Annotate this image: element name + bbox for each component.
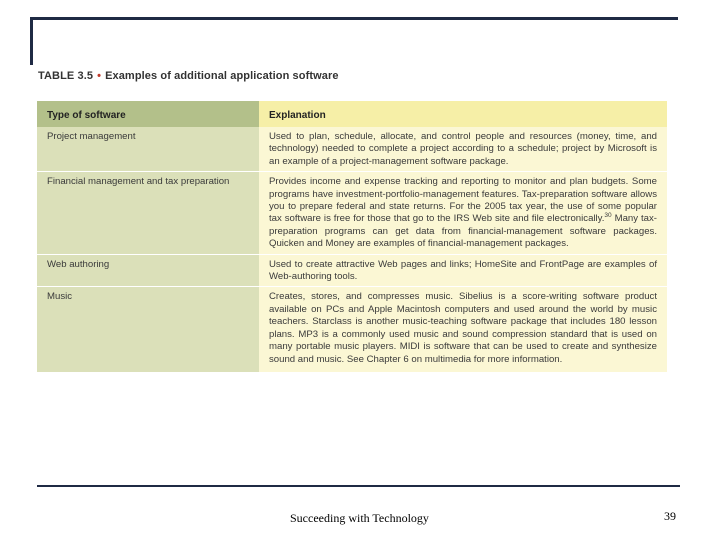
table-row-financial-management xyxy=(37,172,667,254)
table-caption-bullet: • xyxy=(97,70,102,82)
row-explanation-cell: Used to plan, schedule, allocate, and control people and resources (money, time, and technology) needed to complete a project according to a schedule; project by Microsoft is an example of a project-management software package. xyxy=(259,127,667,172)
table-caption-number: TABLE 3.5 xyxy=(38,70,94,82)
explanation-text-part-2: Many tax-preparation programs can get data from financial-management software packages. Quicken and Money are examples of financial-management packages. xyxy=(269,213,657,250)
table-header-row xyxy=(37,101,667,127)
footer-title: Succeeding with Technology xyxy=(290,511,429,525)
row-type-cell: Project management xyxy=(37,127,259,172)
row-type-cell: Web authoring xyxy=(37,254,259,287)
page-number: 39 xyxy=(664,509,676,523)
row-type-cell: Financial management and tax preparation xyxy=(37,172,259,254)
table-row-music xyxy=(37,287,667,372)
row-explanation-cell: Creates, stores, and compresses music. Sibelius is a score-writing software product available on PCs and Apple Macintosh computers and used around the world by music teachers. Starclass is another music-teaching software package that includes 180 lesson plans. MP3 is a commonly used music and sound compression standard that is used on many portable music players. MIDI is software that can be used to create and synthesize sound and music. See Chapter 6 on multimedia for more information. xyxy=(259,287,667,372)
explanation-text-part-1: Provides income and expense tracking and reporting to monitor and plan budgets. Some programs have investment-portfolio-management features. Tax-preparation software allows you to prepare federal and state returns. For the 2005 tax year, the use of some popular tax software is free for those that go to the IRS Web site and file electronically. xyxy=(269,176,657,225)
application-software-table xyxy=(37,101,667,372)
table-row-web-authoring xyxy=(37,254,667,287)
footer-rule xyxy=(37,485,680,487)
slide-frame-left-rule xyxy=(30,17,33,65)
slide-frame-top-rule xyxy=(30,17,678,20)
row-explanation-cell xyxy=(259,172,667,254)
footnote-marker: 30 xyxy=(604,212,612,220)
table-caption-title: Examples of additional application software xyxy=(105,70,339,82)
table-caption xyxy=(38,70,339,82)
table-row-project-management xyxy=(37,127,667,172)
row-type-cell: Music xyxy=(37,287,259,372)
row-explanation-cell: Used to create attractive Web pages and links; HomeSite and FrontPage are examples of Web-authoring tools. xyxy=(259,254,667,287)
header-explanation: Explanation xyxy=(259,101,667,127)
header-type-of-software: Type of software xyxy=(37,101,259,127)
